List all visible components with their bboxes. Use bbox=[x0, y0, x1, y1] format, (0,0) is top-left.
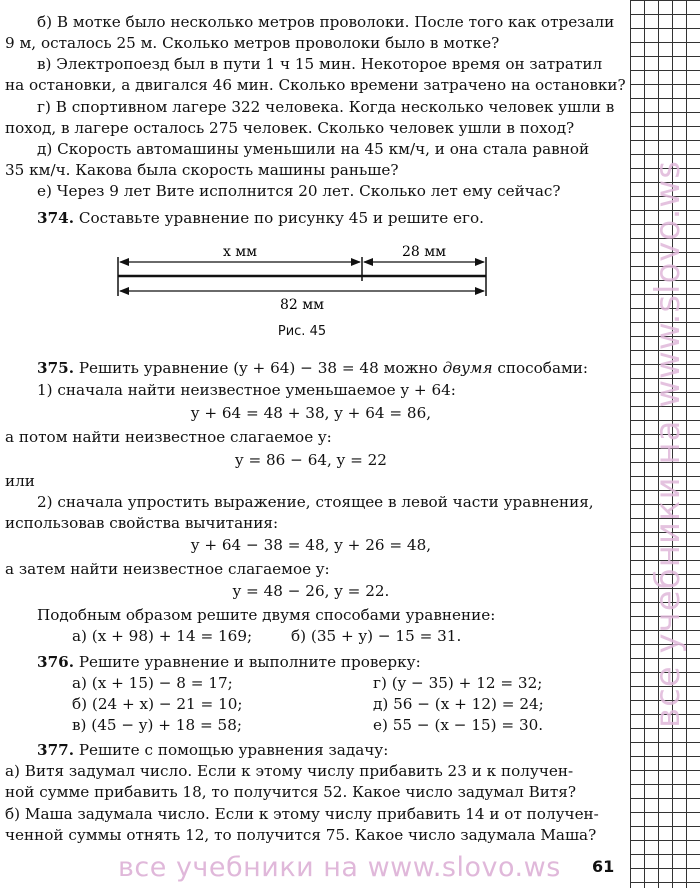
p375-step1: 1) сначала найти неизвестное уменьшаемое y + 64: bbox=[37, 381, 456, 399]
p373-d-line1: д) Скорость автомашины уменьшили на 45 км/ч, и она стала равной bbox=[37, 140, 590, 158]
p373-b-line1: б) В мотке было несколько метров проволоки. После того как отрезали bbox=[37, 13, 615, 31]
p377-b-line2: ченной суммы отнять 12, то получится 75. Какое число задумала Маша? bbox=[5, 826, 597, 844]
p377-a-line2: ной сумме прибавить 18, то получится 52. Какое число задумал Витя? bbox=[5, 783, 577, 801]
problem-377-heading bbox=[37, 740, 388, 760]
p375-task-a: а) (x + 98) + 14 = 169; bbox=[72, 627, 253, 645]
problem-375-heading bbox=[37, 358, 588, 378]
intro-italic: двумя bbox=[442, 359, 493, 377]
label-x-mm: x мм bbox=[222, 244, 258, 260]
p373-g-line1: г) В спортивном лагере 322 человека. Когда несколько человек ушли в bbox=[37, 98, 615, 116]
intro-part-a: Решить уравнение (y + 64) − 38 = 48 можно bbox=[74, 359, 443, 377]
p373-e-line: е) Через 9 лет Вите исполнится 20 лет. Сколько лет ему сейчас? bbox=[37, 182, 561, 200]
problem-text: Решите с помощью уравнения задачу: bbox=[74, 741, 389, 759]
p373-d-line2: 35 км/ч. Какова была скорость машины раньше? bbox=[5, 161, 399, 179]
p375-or: или bbox=[5, 472, 35, 490]
label-28-mm: 28 мм bbox=[401, 244, 447, 260]
intro-part-b: способами: bbox=[492, 359, 589, 377]
p375-then2: а затем найти неизвестное слагаемое y: bbox=[5, 560, 330, 578]
problem-number: 377. bbox=[37, 741, 74, 759]
p375-step2-line1: 2) сначала упростить выражение, стоящее в левой части уравнения, bbox=[37, 493, 594, 511]
p375-step2-line2: использовав свойства вычитания: bbox=[5, 514, 279, 532]
horizontal-watermark: все учебники на www.slovo.ws bbox=[118, 852, 561, 883]
p375-then1: а потом найти неизвестное слагаемое y: bbox=[5, 428, 332, 446]
figure-45 bbox=[0, 0, 622, 340]
p376-item-v: в) (45 − y) + 18 = 58; bbox=[72, 716, 242, 734]
p375-task: Подобным образом решите двумя способами уравнение: bbox=[37, 606, 496, 624]
p375-eq1: y + 64 = 48 + 38, y + 64 = 86, bbox=[190, 404, 432, 422]
problem-number: 375. bbox=[37, 359, 74, 377]
problem-number: 376. bbox=[37, 653, 74, 671]
p376-item-g: г) (y − 35) + 12 = 32; bbox=[373, 674, 543, 692]
problem-number: 374. bbox=[37, 209, 74, 227]
p373-b-line2: 9 м, осталось 25 м. Сколько метров проволоки было в мотке? bbox=[5, 34, 500, 52]
problem-text: Составьте уравнение по рисунку 45 и решите его. bbox=[74, 209, 484, 227]
problem-text: Решите уравнение и выполните проверку: bbox=[74, 653, 421, 671]
p376-item-e: е) 55 − (x − 15) = 30. bbox=[373, 716, 544, 734]
label-82-mm: 82 мм bbox=[279, 297, 325, 313]
p373-v-line1: в) Электропоезд был в пути 1 ч 15 мин. Некоторое время он затратил bbox=[37, 55, 603, 73]
p376-item-a: а) (x + 15) − 8 = 17; bbox=[72, 674, 233, 692]
p377-a-line1: а) Витя задумал число. Если к этому числу прибавить 23 и к получен- bbox=[5, 762, 574, 780]
p376-item-d: д) 56 − (x + 12) = 24; bbox=[373, 695, 544, 713]
p375-eq4: y = 48 − 26, y = 22. bbox=[232, 582, 390, 600]
figure-caption: Рис. 45 bbox=[277, 324, 327, 339]
p376-item-b: б) (24 + x) − 21 = 10; bbox=[72, 695, 243, 713]
p375-eq3: y + 64 − 38 = 48, y + 26 = 48, bbox=[190, 536, 432, 554]
p373-g-line2: поход, в лагере осталось 275 человек. Сколько человек ушли в поход? bbox=[5, 119, 575, 137]
p375-task-b: б) (35 + y) − 15 = 31. bbox=[291, 627, 462, 645]
p373-v-line2: на остановки, а двигался 46 мин. Сколько времени затрачено на остановки? bbox=[5, 76, 626, 94]
p375-eq2: y = 86 − 64, y = 22 bbox=[235, 451, 387, 469]
vertical-watermark: все учебники на www.slovo.ws bbox=[648, 160, 688, 728]
problem-376-heading bbox=[37, 652, 421, 672]
page-number: 61 bbox=[592, 857, 615, 876]
p377-b-line1: б) Маша задумала число. Если к этому числу прибавить 14 и от получен- bbox=[5, 805, 599, 823]
